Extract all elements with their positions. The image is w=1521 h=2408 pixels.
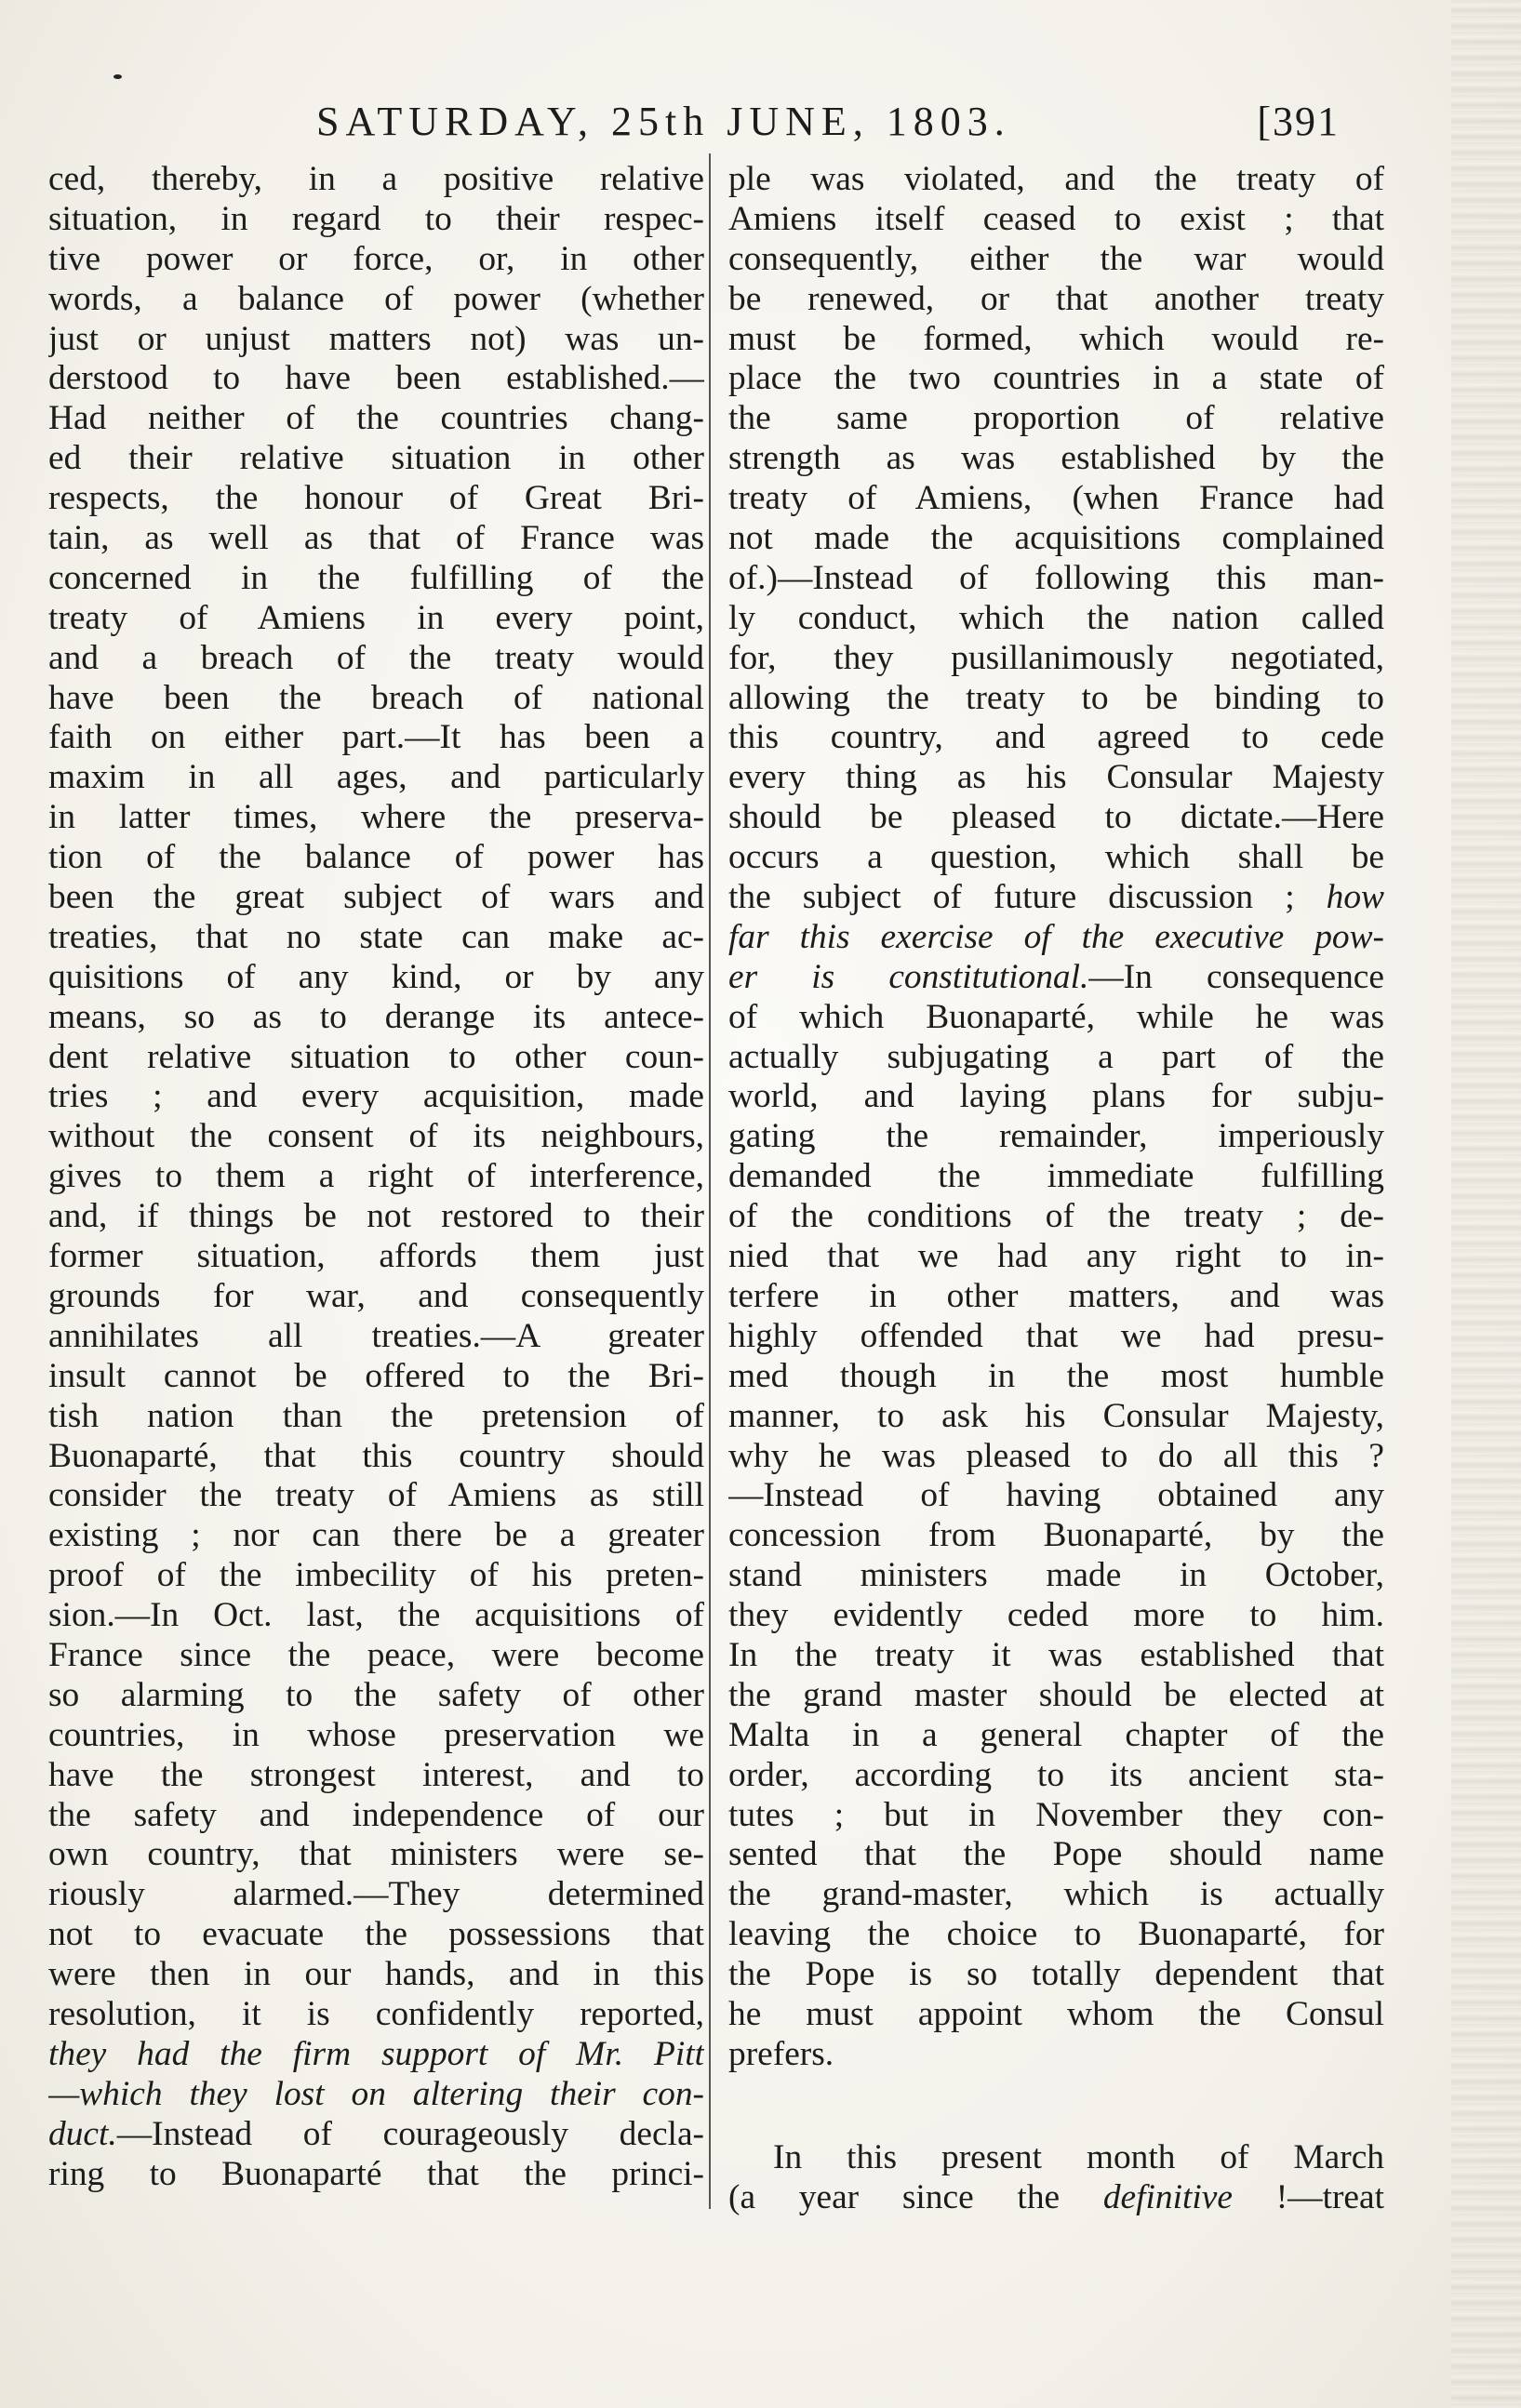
text-line — [48, 599, 704, 639]
text-line — [728, 1317, 1384, 1357]
line-text: occurs a question, which shall be — [728, 838, 1384, 877]
line-text: tish nation than the pretension of — [48, 1396, 704, 1435]
text-line — [728, 958, 1384, 998]
text-line — [728, 918, 1384, 958]
line-text: words, a balance of power (whether — [48, 279, 704, 318]
line-text: tutes ; but in November they con- — [728, 1795, 1384, 1834]
line-text: not to evacuate the possessions that — [48, 1915, 704, 1954]
line-text: ly conduct, which the nation called — [728, 598, 1384, 637]
page-header — [316, 98, 1340, 153]
text-line — [728, 1875, 1384, 1915]
text-line — [48, 1476, 704, 1516]
line-text: Amiens itself ceased to exist ; that — [728, 199, 1384, 238]
text-line — [728, 1676, 1384, 1716]
line-text: place the two countries in a state of — [728, 359, 1384, 398]
line-text: existing ; nor can there be a greater — [48, 1516, 704, 1555]
text-line — [728, 1915, 1384, 1955]
line-text: in latter times, where the preserva- — [48, 798, 704, 837]
line-text: demanded the immediate fulfilling — [728, 1157, 1384, 1196]
line-text: leaving the choice to Buonaparté, for — [728, 1915, 1384, 1954]
text-line — [728, 1995, 1384, 2035]
line-text: for, they pusillanimously negotiated, — [728, 638, 1384, 677]
line-text: the subject of future discussion ; — [728, 878, 1327, 917]
text-line — [48, 2035, 704, 2075]
italic-text: definitive — [1102, 2177, 1233, 2216]
line-text: —Instead of courageously decla- — [116, 2114, 704, 2153]
text-line — [48, 519, 704, 559]
text-line — [48, 1636, 704, 1676]
text-line — [48, 679, 704, 719]
line-text: nied that we had any right to in- — [728, 1237, 1384, 1276]
text-line — [728, 718, 1384, 758]
line-text: derstood to have been established.— — [48, 359, 704, 398]
text-line — [728, 679, 1384, 719]
text-line — [728, 559, 1384, 599]
line-text: so alarming to the safety of other — [48, 1675, 704, 1714]
text-line — [48, 320, 704, 360]
text-line — [728, 1237, 1384, 1277]
line-text: former situation, affords them just — [48, 1237, 704, 1276]
text-line — [728, 399, 1384, 439]
line-text: he must appoint whom the Consul — [728, 1994, 1384, 2033]
line-text: med though in the most humble — [728, 1356, 1384, 1395]
text-line — [728, 1516, 1384, 1556]
text-line — [728, 1117, 1384, 1157]
text-line: In this present month of March — [773, 2137, 1384, 2176]
text-line — [48, 1835, 704, 1875]
line-text: order, according to its ancient sta- — [728, 1755, 1384, 1794]
line-text: dent relative situation to other coun- — [48, 1037, 704, 1076]
text-line — [48, 1556, 704, 1596]
text-line — [728, 998, 1384, 1038]
line-text: —Instead of having obtained any — [728, 1476, 1384, 1515]
text-line — [728, 240, 1384, 280]
line-text: gives to them a right of interference, — [48, 1157, 704, 1196]
text-line — [728, 1756, 1384, 1796]
text-line — [728, 758, 1384, 798]
line-text: !—treat — [1232, 2177, 1384, 2216]
italic-text: they had the firm support of Mr. Pitt — [48, 2034, 704, 2073]
text-line — [48, 1716, 704, 1756]
text-line — [728, 439, 1384, 479]
line-text: and, if things be not restored to their — [48, 1197, 704, 1236]
line-text: respects, the honour of Great Bri- — [48, 479, 704, 518]
line-text: In the treaty it was established that — [728, 1635, 1384, 1674]
line-text: treaty of Amiens, (when France had — [728, 479, 1384, 518]
text-line — [48, 280, 704, 320]
line-text: not made the acquisitions complained — [728, 519, 1384, 558]
text-line — [728, 1397, 1384, 1437]
text-line — [48, 1197, 704, 1237]
line-text: highly offended that we had presu- — [728, 1316, 1384, 1355]
right-column — [728, 160, 1384, 2218]
line-text: terfere in other matters, and was — [728, 1276, 1384, 1315]
text-line — [728, 359, 1384, 399]
text-line — [728, 1197, 1384, 1237]
text-line — [728, 1596, 1384, 1636]
line-text: Buonaparté, that this country should — [48, 1436, 704, 1475]
line-text: concerned in the fulfilling of the — [48, 558, 704, 597]
text-line — [728, 1556, 1384, 1596]
text-line — [48, 200, 704, 240]
text-line — [728, 1277, 1384, 1317]
text-line — [48, 2155, 704, 2195]
text-line — [728, 320, 1384, 360]
text-line — [48, 798, 704, 838]
line-text: tain, as well as that of France was — [48, 519, 704, 558]
text-line — [48, 439, 704, 479]
italic-text: duct. — [48, 2114, 117, 2153]
line-text: Had neither of the countries chang- — [48, 399, 704, 438]
line-text: the safety and independence of our — [48, 1795, 704, 1834]
text-line — [48, 399, 704, 439]
text-line — [48, 1357, 704, 1397]
paragraph-gap — [728, 2075, 1384, 2138]
italic-text: —which they lost on altering their con- — [48, 2074, 704, 2113]
line-text: allowing the treaty to be binding to — [728, 678, 1384, 717]
line-text: sented that the Pope should name — [728, 1835, 1384, 1874]
line-text: gating the remainder, imperiously — [728, 1117, 1384, 1156]
line-text: treaty of Amiens in every point, — [48, 598, 704, 637]
italic-text: how — [1326, 878, 1384, 917]
italic-text: er is constitutional. — [728, 957, 1089, 996]
italic-text: far this exercise of the executive pow- — [728, 917, 1384, 956]
text-line — [728, 1157, 1384, 1197]
text-line — [728, 200, 1384, 240]
line-text: consequently, either the war would — [728, 239, 1384, 278]
line-text: means, so as to derange its antece- — [48, 997, 704, 1036]
line-text: the grand-master, which is actually — [728, 1875, 1384, 1914]
text-line — [48, 1038, 704, 1078]
line-text: they evidently ceded more to him. — [728, 1596, 1384, 1635]
line-text: consider the treaty of Amiens as still — [48, 1476, 704, 1515]
text-line — [48, 359, 704, 399]
line-text: were then in our hands, and in this — [48, 1955, 704, 1994]
text-line — [728, 2178, 1384, 2218]
line-text: have the strongest interest, and to — [48, 1755, 704, 1794]
text-line — [48, 639, 704, 679]
line-text: stand ministers made in October, — [728, 1556, 1384, 1595]
line-text: maxim in all ages, and particularly — [48, 758, 704, 797]
line-text: situation, in regard to their respec- — [48, 199, 704, 238]
text-line — [48, 240, 704, 280]
line-text: tion of the balance of power has — [48, 838, 704, 877]
line-text: strength as was established by the — [728, 439, 1384, 478]
text-line — [48, 1756, 704, 1796]
text-line — [728, 479, 1384, 519]
line-text: resolution, it is confidently reported, — [48, 1994, 704, 2033]
text-line — [728, 1038, 1384, 1078]
line-text: annihilates all treaties.—A greater — [48, 1316, 704, 1355]
text-line — [728, 1955, 1384, 1995]
column-rule — [709, 153, 711, 2209]
text-line — [728, 1716, 1384, 1756]
text-line — [48, 1995, 704, 2035]
line-text: France since the peace, were become — [48, 1635, 704, 1674]
text-line — [728, 599, 1384, 639]
text-line — [728, 878, 1384, 918]
text-line — [48, 479, 704, 519]
line-text: ed their relative situation in other — [48, 439, 704, 478]
ink-speck — [113, 74, 122, 79]
text-line — [48, 758, 704, 798]
left-column — [48, 160, 704, 2194]
line-text: the Pope is so totally dependent that — [728, 1955, 1384, 1994]
line-text: own country, that ministers were se- — [48, 1835, 704, 1874]
text-line — [48, 1157, 704, 1197]
line-text: —In consequence — [1088, 957, 1384, 996]
text-line — [48, 1796, 704, 1836]
text-line — [48, 1237, 704, 1277]
text-line — [48, 2075, 704, 2115]
text-line — [48, 718, 704, 758]
line-text: riously alarmed.—They determined — [48, 1875, 704, 1914]
line-text: just or unjust matters not) was un- — [48, 319, 704, 358]
line-text: ring to Buonaparté that the princi- — [48, 2154, 704, 2193]
line-text: tries ; and every acquisition, made — [48, 1077, 704, 1116]
line-text: of the conditions of the treaty ; de- — [728, 1197, 1384, 1236]
line-text: faith on either part.—It has been a — [48, 718, 704, 757]
text-line — [728, 838, 1384, 878]
line-text: ced, thereby, in a positive relative — [48, 160, 704, 198]
text-line — [728, 639, 1384, 679]
line-text: must be formed, which would re- — [728, 319, 1384, 358]
line-text: grounds for war, and consequently — [48, 1276, 704, 1315]
text-line — [48, 1437, 704, 1477]
text-line — [728, 1476, 1384, 1516]
line-text: tive power or force, or, in other — [48, 239, 704, 278]
text-line — [48, 1117, 704, 1157]
text-line — [48, 1596, 704, 1636]
line-text: every thing as his Consular Majesty — [728, 758, 1384, 797]
text-line — [48, 838, 704, 878]
line-text: ple was violated, and the treaty of — [728, 160, 1384, 198]
text-line — [728, 798, 1384, 838]
line-text: treaties, that no state can make ac- — [48, 917, 704, 956]
line-text: the grand master should be elected at — [728, 1675, 1384, 1714]
line-text: Malta in a general chapter of the — [728, 1715, 1384, 1754]
line-text: of which Buonaparté, while he was — [728, 997, 1384, 1036]
text-line — [728, 1796, 1384, 1836]
text-line — [48, 1277, 704, 1317]
text-line — [728, 1077, 1384, 1117]
line-text: quisitions of any kind, or by any — [48, 957, 704, 996]
text-line — [48, 958, 704, 998]
text-line — [728, 160, 1384, 200]
text-line — [48, 160, 704, 200]
line-text: prefers. — [728, 2034, 834, 2073]
line-text: sion.—In Oct. last, the acquisitions of — [48, 1596, 704, 1635]
line-text: (a year since the — [728, 2177, 1103, 2216]
line-text: proof of the imbecility of his preten- — [48, 1556, 704, 1595]
line-text: of.)—Instead of following this man- — [728, 558, 1384, 597]
line-text: the same proportion of relative — [728, 399, 1384, 438]
line-text: manner, to ask his Consular Majesty, — [728, 1396, 1384, 1435]
text-line — [728, 519, 1384, 559]
text-line — [728, 280, 1384, 320]
line-text: and a breach of the treaty would — [48, 638, 704, 677]
text-line — [48, 878, 704, 918]
line-text: be renewed, or that another treaty — [728, 279, 1384, 318]
text-line — [48, 559, 704, 599]
line-text: this country, and agreed to cede — [728, 718, 1384, 757]
line-text: without the consent of its neighbours, — [48, 1117, 704, 1156]
text-line — [48, 1676, 704, 1716]
text-line — [728, 1636, 1384, 1676]
text-line — [48, 1077, 704, 1117]
page-number: [391 — [1257, 99, 1340, 144]
text-line — [48, 1915, 704, 1955]
line-text: concession from Buonaparté, by the — [728, 1516, 1384, 1555]
text-line — [48, 1516, 704, 1556]
text-line — [48, 1955, 704, 1995]
scan-edge-noise — [1451, 0, 1521, 2408]
text-line — [728, 1835, 1384, 1875]
line-text: countries, in whose preservation we — [48, 1715, 704, 1754]
line-text: why he was pleased to do all this ? — [728, 1436, 1384, 1475]
text-line — [48, 1397, 704, 1437]
text-line — [48, 1875, 704, 1915]
header-date: SATURDAY, 25th JUNE, 1803. — [316, 99, 1011, 144]
line-text: actually subjugating a part of the — [728, 1037, 1384, 1076]
text-line — [48, 1317, 704, 1357]
line-text: have been the breach of national — [48, 678, 704, 717]
text-line — [48, 2115, 704, 2155]
line-text: insult cannot be offered to the Bri- — [48, 1356, 704, 1395]
text-line — [48, 918, 704, 958]
text-line — [728, 1357, 1384, 1397]
line-text: should be pleased to dictate.—Here — [728, 798, 1384, 837]
text-line — [48, 998, 704, 1038]
text-line — [728, 2035, 1384, 2075]
line-text: been the great subject of wars and — [48, 878, 704, 917]
line-text: world, and laying plans for subju- — [728, 1077, 1384, 1116]
text-line — [728, 1437, 1384, 1477]
